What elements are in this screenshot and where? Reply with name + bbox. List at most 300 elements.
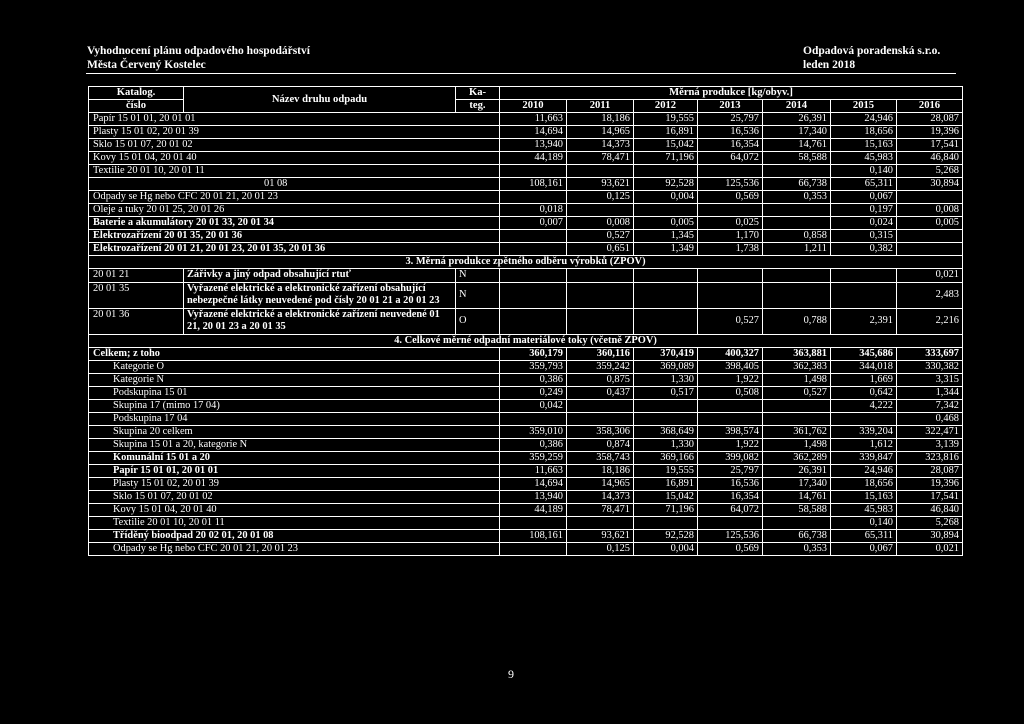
section-title: 4. Celkové měrné odpadní materiálové toky (včetně ZPOV): [89, 334, 963, 347]
table-row: [89, 477, 963, 490]
table-row: [89, 503, 963, 516]
row-label: Textilie 20 01 10, 20 01 11: [89, 165, 500, 178]
value-cell: 1,922: [698, 438, 763, 451]
value-cell: 1,170: [698, 230, 763, 243]
value-cell: 25,797: [698, 113, 763, 126]
table-row: [89, 464, 963, 477]
value-cell: 58,588: [763, 503, 831, 516]
table-row: [89, 126, 963, 139]
value-cell: 64,072: [698, 152, 763, 165]
value-cell: 0,468: [897, 412, 963, 425]
value-cell: 93,621: [567, 529, 634, 542]
value-cell: 0,004: [634, 191, 698, 204]
value-cell: 369,089: [634, 360, 698, 373]
table-row: [89, 243, 963, 256]
value-cell: 398,405: [698, 360, 763, 373]
value-cell: 0,651: [567, 243, 634, 256]
value-cell: 14,373: [567, 490, 634, 503]
value-cell: 330,382: [897, 360, 963, 373]
value-cell: [634, 165, 698, 178]
value-cell: 16,354: [698, 139, 763, 152]
row-label: Textilie 20 01 10, 20 01 11: [89, 516, 500, 529]
value-cell: 0,508: [698, 386, 763, 399]
value-cell: 1,211: [763, 243, 831, 256]
value-cell: 339,204: [831, 425, 897, 438]
value-cell: 45,983: [831, 152, 897, 165]
row-label: Odpady se Hg nebo CFC 20 01 21, 20 01 23: [89, 191, 500, 204]
col-header-kat: Ka-: [456, 87, 500, 100]
value-cell: 2,391: [831, 308, 897, 334]
value-cell: 399,082: [698, 451, 763, 464]
value-cell: [897, 243, 963, 256]
value-cell: [634, 308, 698, 334]
value-cell: 1,922: [698, 373, 763, 386]
table-row: [89, 230, 963, 243]
value-cell: 0,353: [763, 191, 831, 204]
row-label: Skupina 15 01 a 20, kategorie N: [89, 438, 500, 451]
value-cell: [763, 204, 831, 217]
value-cell: [500, 412, 567, 425]
value-cell: 358,306: [567, 425, 634, 438]
value-cell: 359,793: [500, 360, 567, 373]
col-header-cislo: číslo: [89, 100, 184, 113]
value-cell: 398,574: [698, 425, 763, 438]
table-row: [89, 139, 963, 152]
value-cell: 18,656: [831, 477, 897, 490]
page-number: 9: [508, 667, 514, 681]
value-cell: [698, 282, 763, 308]
value-cell: [763, 217, 831, 230]
value-cell: 14,761: [763, 139, 831, 152]
value-cell: [500, 516, 567, 529]
value-cell: 0,858: [763, 230, 831, 243]
value-cell: 18,186: [567, 113, 634, 126]
table-row: [89, 347, 963, 360]
value-cell: 0,382: [831, 243, 897, 256]
table-row: [89, 373, 963, 386]
value-cell: [698, 412, 763, 425]
value-cell: 24,946: [831, 464, 897, 477]
row-label: Celkem; z toho: [89, 347, 500, 360]
value-cell: [500, 243, 567, 256]
value-cell: 11,663: [500, 113, 567, 126]
value-cell: [698, 165, 763, 178]
value-cell: [500, 165, 567, 178]
value-cell: 1,344: [897, 386, 963, 399]
value-cell: 1,612: [831, 438, 897, 451]
row-label: Kategorie N: [89, 373, 500, 386]
table-row: [89, 217, 963, 230]
col-header-year: 2014: [763, 100, 831, 113]
section-title: 3. Měrná produkce zpětného odběru výrobků (ZPOV): [89, 256, 963, 269]
value-cell: 66,738: [763, 178, 831, 191]
value-cell: [897, 191, 963, 204]
value-cell: 30,894: [897, 178, 963, 191]
value-cell: 360,179: [500, 347, 567, 360]
value-cell: 19,396: [897, 126, 963, 139]
waste-production-table: [88, 86, 963, 556]
waste-name: Zářivky a jiný odpad obsahující rtuť: [184, 269, 456, 283]
row-label: Kovy 15 01 04, 20 01 40: [89, 152, 500, 165]
value-cell: 358,743: [567, 451, 634, 464]
value-cell: 78,471: [567, 503, 634, 516]
value-cell: 17,541: [897, 490, 963, 503]
table-row: [89, 529, 963, 542]
value-cell: 323,816: [897, 451, 963, 464]
value-cell: [567, 399, 634, 412]
col-header-year: 2013: [698, 100, 763, 113]
value-cell: 0,140: [831, 516, 897, 529]
value-cell: 0,125: [567, 191, 634, 204]
waste-code: 20 01 35: [89, 282, 184, 308]
value-cell: [763, 516, 831, 529]
value-cell: 1,330: [634, 438, 698, 451]
value-cell: 3,139: [897, 438, 963, 451]
col-header-katalog: Katalog.: [89, 87, 184, 100]
section-row: [89, 334, 963, 347]
value-cell: [500, 282, 567, 308]
row-label: Podskupina 17 04: [89, 412, 500, 425]
table-row: [89, 152, 963, 165]
value-cell: 65,311: [831, 178, 897, 191]
doc-header-right: [803, 44, 940, 72]
value-cell: 19,396: [897, 477, 963, 490]
value-cell: 359,259: [500, 451, 567, 464]
row-label: Skupina 17 (mimo 17 04): [89, 399, 500, 412]
value-cell: 71,196: [634, 503, 698, 516]
value-cell: 18,186: [567, 464, 634, 477]
doc-header-left: [87, 44, 310, 72]
value-cell: 0,788: [763, 308, 831, 334]
table-row: [89, 425, 963, 438]
value-cell: 16,354: [698, 490, 763, 503]
col-header-year: 2011: [567, 100, 634, 113]
value-cell: 0,025: [698, 217, 763, 230]
value-cell: 0,024: [831, 217, 897, 230]
table-row: [89, 282, 963, 308]
col-header-merna: Měrná produkce [kg/obyv.]: [500, 87, 963, 100]
value-cell: [634, 204, 698, 217]
table-row: [89, 490, 963, 503]
value-cell: 28,087: [897, 113, 963, 126]
col-header-year: 2010: [500, 100, 567, 113]
value-cell: 339,847: [831, 451, 897, 464]
value-cell: 0,642: [831, 386, 897, 399]
row-label: Plasty 15 01 02, 20 01 39: [89, 126, 500, 139]
value-cell: 25,797: [698, 464, 763, 477]
table-row: [89, 269, 963, 283]
row-label: Elektrozařízení 20 01 21, 20 01 23, 20 01 35, 20 01 36: [89, 243, 500, 256]
value-cell: 1,330: [634, 373, 698, 386]
row-label: Oleje a tuky 20 01 25, 20 01 26: [89, 204, 500, 217]
value-cell: 2,216: [897, 308, 963, 334]
value-cell: 64,072: [698, 503, 763, 516]
value-cell: 5,268: [897, 165, 963, 178]
table-row: [89, 178, 963, 191]
value-cell: [567, 308, 634, 334]
value-cell: 369,166: [634, 451, 698, 464]
value-cell: 3,315: [897, 373, 963, 386]
value-cell: 16,536: [698, 477, 763, 490]
value-cell: 0,067: [831, 191, 897, 204]
row-label: Elektrozařízení 20 01 35, 20 01 36: [89, 230, 500, 243]
table-row: [89, 308, 963, 334]
value-cell: 125,536: [698, 178, 763, 191]
value-cell: 19,555: [634, 464, 698, 477]
value-cell: [567, 165, 634, 178]
row-label: Kovy 15 01 04, 20 01 40: [89, 503, 500, 516]
value-cell: 0,197: [831, 204, 897, 217]
value-cell: 361,762: [763, 425, 831, 438]
value-cell: 0,527: [763, 386, 831, 399]
value-cell: 65,311: [831, 529, 897, 542]
value-cell: 359,242: [567, 360, 634, 373]
value-cell: 362,289: [763, 451, 831, 464]
value-cell: 0,517: [634, 386, 698, 399]
value-cell: 14,373: [567, 139, 634, 152]
value-cell: 0,249: [500, 386, 567, 399]
value-cell: [500, 191, 567, 204]
value-cell: 13,940: [500, 490, 567, 503]
value-cell: 46,840: [897, 152, 963, 165]
value-cell: 93,621: [567, 178, 634, 191]
value-cell: 28,087: [897, 464, 963, 477]
col-header-year: 2015: [831, 100, 897, 113]
value-cell: 15,042: [634, 490, 698, 503]
value-cell: 0,018: [500, 204, 567, 217]
value-cell: 0,004: [634, 542, 698, 555]
value-cell: 359,010: [500, 425, 567, 438]
value-cell: 14,965: [567, 126, 634, 139]
table-row: [89, 191, 963, 204]
value-cell: [500, 269, 567, 283]
value-cell: [763, 269, 831, 283]
value-cell: [500, 308, 567, 334]
col-header-nazev: Název druhu odpadu: [184, 87, 456, 113]
value-cell: 17,541: [897, 139, 963, 152]
value-cell: 0,125: [567, 542, 634, 555]
value-cell: [634, 412, 698, 425]
waste-category: O: [456, 308, 500, 334]
table-row: [89, 399, 963, 412]
table-row: [89, 360, 963, 373]
value-cell: 0,569: [698, 191, 763, 204]
value-cell: 333,697: [897, 347, 963, 360]
value-cell: 26,391: [763, 113, 831, 126]
value-cell: 0,067: [831, 542, 897, 555]
value-cell: 58,588: [763, 152, 831, 165]
value-cell: 363,881: [763, 347, 831, 360]
value-cell: 362,383: [763, 360, 831, 373]
row-label: Sklo 15 01 07, 20 01 02: [89, 139, 500, 152]
doc-title: Vyhodnocení plánu odpadového hospodářství: [87, 45, 310, 57]
value-cell: [634, 399, 698, 412]
value-cell: 16,891: [634, 126, 698, 139]
row-label: Tříděný bioodpad 20 02 01, 20 01 08: [89, 529, 500, 542]
value-cell: 322,471: [897, 425, 963, 438]
table-row: [89, 451, 963, 464]
value-cell: 0,569: [698, 542, 763, 555]
value-cell: [831, 269, 897, 283]
value-cell: 1,345: [634, 230, 698, 243]
value-cell: [567, 516, 634, 529]
value-cell: 0,008: [567, 217, 634, 230]
value-cell: 1,738: [698, 243, 763, 256]
value-cell: 17,340: [763, 126, 831, 139]
value-cell: 16,536: [698, 126, 763, 139]
value-cell: 44,189: [500, 152, 567, 165]
company-name: Odpadová poradenská s.r.o.: [803, 45, 941, 57]
waste-name: Vyřazené elektrické a elektronické zařízení neuvedené 01 21, 20 01 23 a 20 01 35: [184, 308, 456, 334]
value-cell: 0,315: [831, 230, 897, 243]
value-cell: 368,649: [634, 425, 698, 438]
value-cell: 18,656: [831, 126, 897, 139]
table-row: [89, 542, 963, 555]
col-header-year: 2016: [897, 100, 963, 113]
value-cell: 16,891: [634, 477, 698, 490]
value-cell: 92,528: [634, 178, 698, 191]
header-divider: [86, 73, 956, 74]
value-cell: 17,340: [763, 477, 831, 490]
value-cell: 11,663: [500, 464, 567, 477]
value-cell: 0,437: [567, 386, 634, 399]
value-cell: 15,042: [634, 139, 698, 152]
value-cell: 2,483: [897, 282, 963, 308]
doc-date: leden 2018: [803, 59, 856, 71]
value-cell: 1,669: [831, 373, 897, 386]
value-cell: 24,946: [831, 113, 897, 126]
value-cell: 26,391: [763, 464, 831, 477]
value-cell: [567, 204, 634, 217]
value-cell: [634, 516, 698, 529]
value-cell: 46,840: [897, 503, 963, 516]
value-cell: 5,268: [897, 516, 963, 529]
value-cell: 125,536: [698, 529, 763, 542]
value-cell: [698, 399, 763, 412]
value-cell: 345,686: [831, 347, 897, 360]
table-row: [89, 204, 963, 217]
value-cell: 66,738: [763, 529, 831, 542]
row-label: Papír 15 01 01, 20 01 01: [89, 464, 500, 477]
value-cell: [567, 412, 634, 425]
value-cell: 7,342: [897, 399, 963, 412]
value-cell: 344,018: [831, 360, 897, 373]
value-cell: 45,983: [831, 503, 897, 516]
waste-name: Vyřazené elektrické a elektronické zařízení obsahující nebezpečné látky neuvedené pod čísly 20 01 21 a 20 01 23: [184, 282, 456, 308]
row-label: Skupina 20 celkem: [89, 425, 500, 438]
value-cell: [500, 230, 567, 243]
value-cell: [634, 269, 698, 283]
value-cell: 92,528: [634, 529, 698, 542]
value-cell: 0,008: [897, 204, 963, 217]
value-cell: 19,555: [634, 113, 698, 126]
value-cell: 71,196: [634, 152, 698, 165]
value-cell: 0,386: [500, 373, 567, 386]
value-cell: 0,386: [500, 438, 567, 451]
value-cell: 14,761: [763, 490, 831, 503]
waste-code: 20 01 36: [89, 308, 184, 334]
value-cell: [831, 282, 897, 308]
row-label: Komunální 15 01 a 20: [89, 451, 500, 464]
row-label: Plasty 15 01 02, 20 01 39: [89, 477, 500, 490]
row-label: Podskupina 15 01: [89, 386, 500, 399]
value-cell: [698, 204, 763, 217]
value-cell: [763, 165, 831, 178]
waste-category: N: [456, 282, 500, 308]
row-label: Sklo 15 01 07, 20 01 02: [89, 490, 500, 503]
value-cell: 15,163: [831, 139, 897, 152]
value-cell: 14,694: [500, 126, 567, 139]
value-cell: 15,163: [831, 490, 897, 503]
table-row: [89, 516, 963, 529]
value-cell: 0,527: [567, 230, 634, 243]
value-cell: [567, 269, 634, 283]
value-cell: [831, 412, 897, 425]
waste-category: N: [456, 269, 500, 283]
value-cell: 0,353: [763, 542, 831, 555]
value-cell: [763, 412, 831, 425]
value-cell: 0,527: [698, 308, 763, 334]
table-row: [89, 412, 963, 425]
value-cell: 108,161: [500, 529, 567, 542]
value-cell: [698, 269, 763, 283]
value-cell: 1,498: [763, 438, 831, 451]
value-cell: 4,222: [831, 399, 897, 412]
value-cell: [698, 516, 763, 529]
table-row: [89, 386, 963, 399]
row-label: Baterie a akumulátory 20 01 33, 20 01 34: [89, 217, 500, 230]
row-label: Papír 15 01 01, 20 01 01: [89, 113, 500, 126]
doc-subtitle: Města Červený Kostelec: [87, 59, 206, 71]
value-cell: 13,940: [500, 139, 567, 152]
waste-code: 20 01 21: [89, 269, 184, 283]
value-cell: 400,327: [698, 347, 763, 360]
value-cell: 1,498: [763, 373, 831, 386]
value-cell: 0,005: [634, 217, 698, 230]
table-row: [89, 165, 963, 178]
value-cell: 30,894: [897, 529, 963, 542]
value-cell: 14,694: [500, 477, 567, 490]
value-cell: 0,021: [897, 542, 963, 555]
value-cell: [500, 542, 567, 555]
value-cell: [897, 230, 963, 243]
value-cell: 0,005: [897, 217, 963, 230]
value-cell: 108,161: [500, 178, 567, 191]
section-row: [89, 256, 963, 269]
value-cell: 14,965: [567, 477, 634, 490]
col-header-teg: teg.: [456, 100, 500, 113]
value-cell: 0,021: [897, 269, 963, 283]
value-cell: [634, 282, 698, 308]
table-row: [89, 438, 963, 451]
value-cell: [567, 282, 634, 308]
value-cell: 0,007: [500, 217, 567, 230]
value-cell: 0,140: [831, 165, 897, 178]
value-cell: 78,471: [567, 152, 634, 165]
value-cell: 1,349: [634, 243, 698, 256]
row-label: Odpady se Hg nebo CFC 20 01 21, 20 01 23: [89, 542, 500, 555]
value-cell: 44,189: [500, 503, 567, 516]
col-header-year: 2012: [634, 100, 698, 113]
table-row: [89, 113, 963, 126]
value-cell: [763, 282, 831, 308]
value-cell: [763, 399, 831, 412]
value-cell: 360,116: [567, 347, 634, 360]
row-label: 01 08: [89, 178, 500, 191]
value-cell: 0,875: [567, 373, 634, 386]
value-cell: 370,419: [634, 347, 698, 360]
value-cell: 0,874: [567, 438, 634, 451]
